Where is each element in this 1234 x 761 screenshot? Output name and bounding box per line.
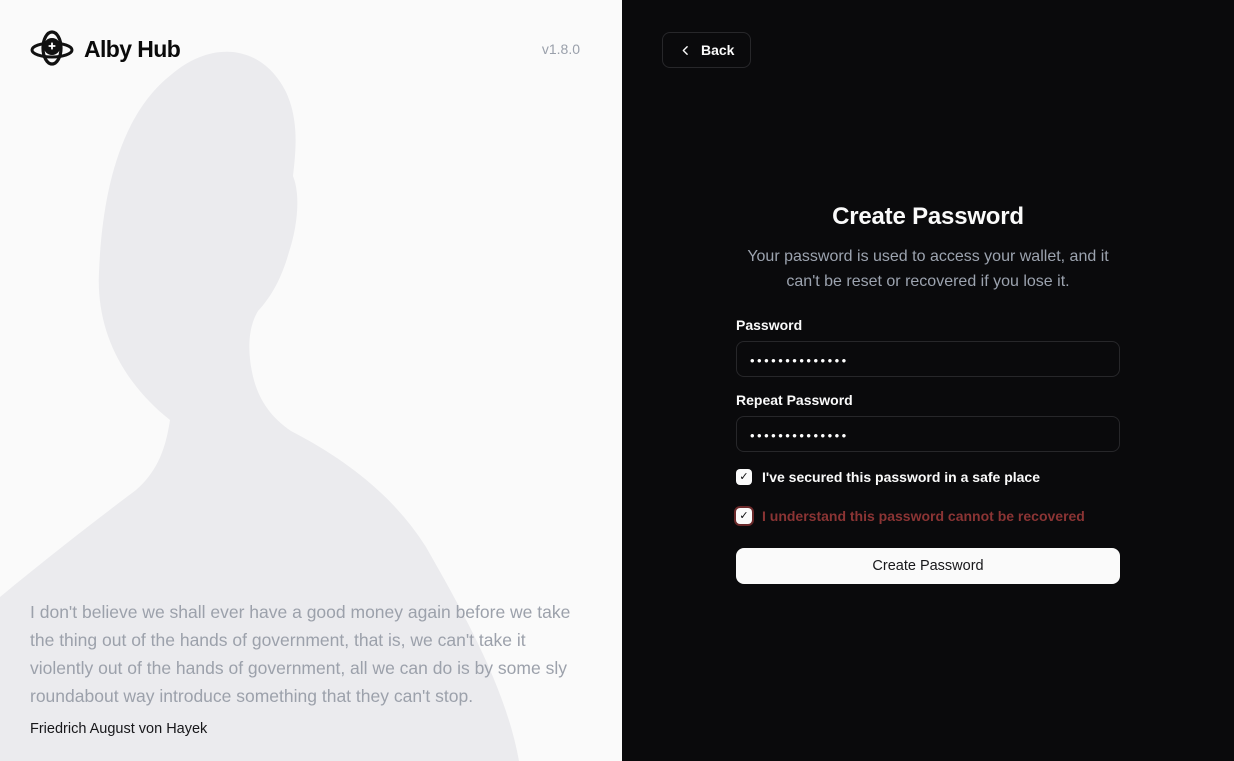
cannot-recover-checkbox-label[interactable]: I understand this password cannot be recovered <box>762 508 1085 524</box>
back-button[interactable] <box>662 32 751 68</box>
quote-author: Friedrich August von Hayek <box>30 721 208 737</box>
secured-password-checkbox[interactable] <box>736 469 752 485</box>
page-title: Create Password <box>832 203 1024 230</box>
cannot-recover-checkbox[interactable] <box>736 508 752 524</box>
password-label: Password <box>736 317 803 333</box>
left-header <box>0 0 622 70</box>
version-label: v1.8.0 <box>541 41 580 57</box>
create-password-button[interactable]: Create Password <box>736 548 1120 584</box>
secured-password-checkbox-row <box>736 469 1120 485</box>
password-input[interactable]: •••••••••••••• <box>736 341 1120 377</box>
brand <box>30 28 180 70</box>
brand-name: Alby Hub <box>84 35 181 62</box>
repeat-password-label: Repeat Password <box>736 392 853 408</box>
checkmark-icon: ✓ <box>739 470 749 483</box>
page-subtitle: Your password is used to access your wallet, and it can't be reset or recovered if you lose it. <box>747 248 1109 290</box>
repeat-password-input[interactable]: •••••••••••••• <box>736 416 1120 452</box>
right-panel <box>622 0 1234 761</box>
alby-hub-logo-icon <box>30 28 74 70</box>
checkmark-icon: ✓ <box>739 509 749 522</box>
back-button-label: Back <box>701 42 735 58</box>
cannot-recover-checkbox-row <box>736 508 1120 524</box>
quote-text: I don't believe we shall ever have a good money again before we take the thing out of the hands of government, that is, we can't take it violently out of the hands of government, all we can do is by some sly roundabout way introduce something that they can't stop. <box>30 602 571 706</box>
secured-password-checkbox-label[interactable]: I've secured this password in a safe place <box>762 469 1041 485</box>
chevron-left-icon <box>679 44 692 57</box>
create-password-form <box>736 202 1120 584</box>
quote-block <box>30 598 586 737</box>
